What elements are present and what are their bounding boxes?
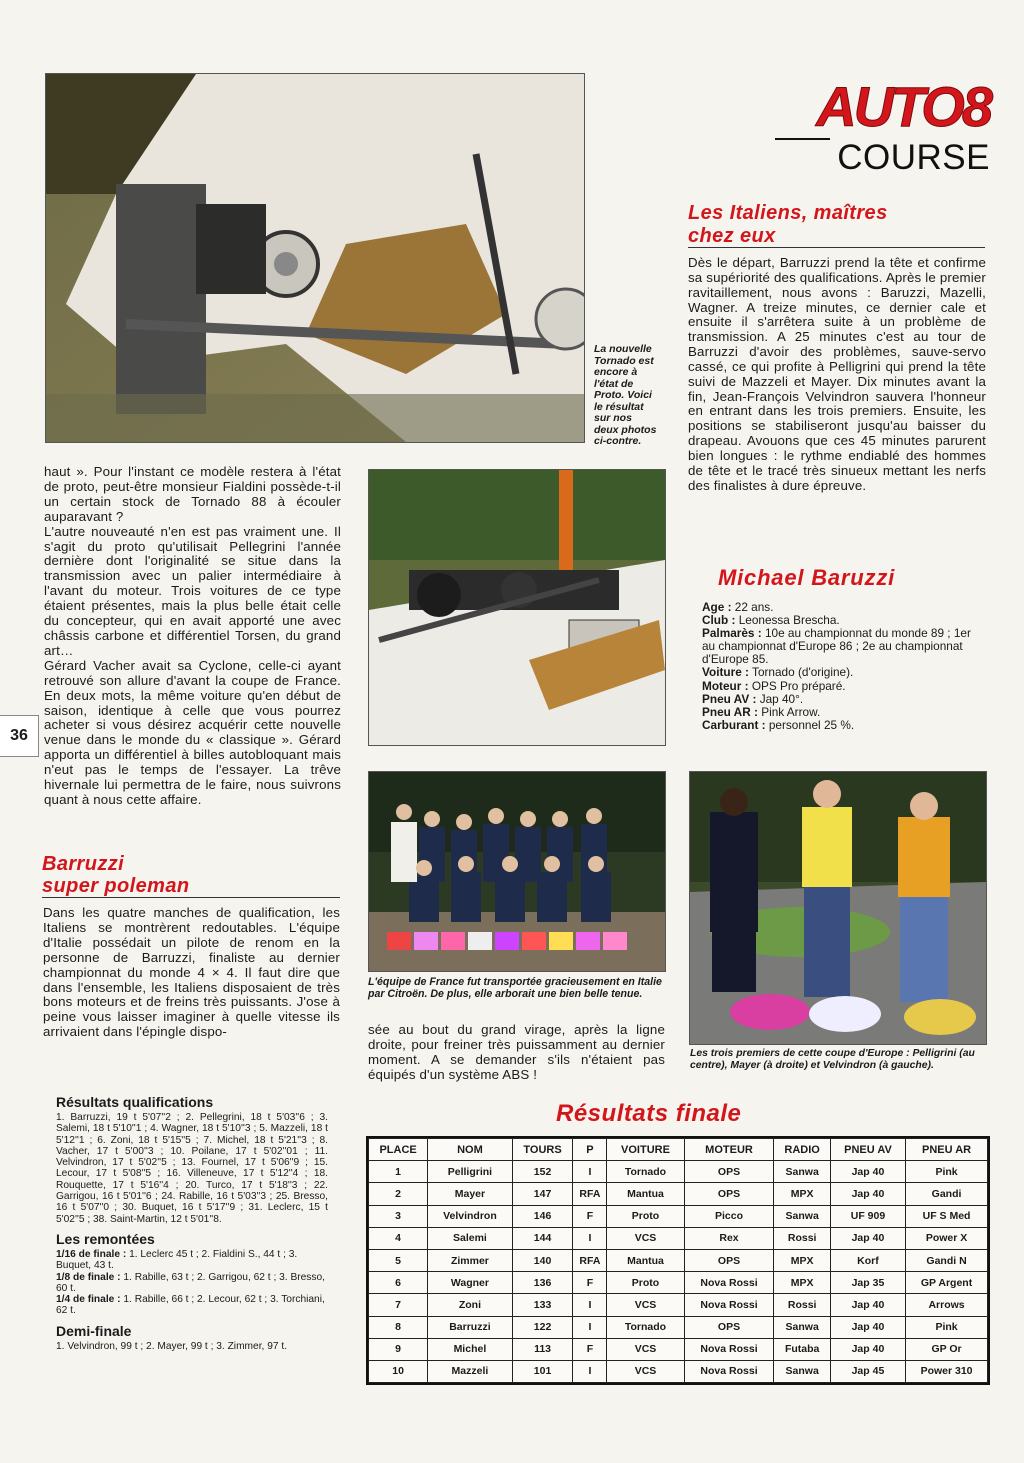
barruzzi-text: Dans les quatre manches de qualification, les Italiens se montrèrent redoutables. L'équipe d'Italie possédait un pilote de renom en la personne de Barruzzi, finaliste au dernier championnat du monde 4 × 4. Il faut dire que dans l'ensemble, les Italiens disposaient de très bons moteurs et de freins très puissants. J'ose à peine vous laisser imaginer à quelle vitesse ils arrivaient dans l'épingle dispo- (43, 905, 340, 1040)
finale-table-wrap (366, 1136, 990, 1385)
profile-row: Age : 22 ans. (702, 600, 774, 614)
table-cell: F (573, 1205, 607, 1227)
logo-brand: AUTO8 (816, 75, 990, 138)
photo-podium (689, 771, 987, 1045)
photo-team-caption: L'équipe de France fut transportée gracieusement en Italie par Citroën. De plus, elle arborait une bien belle tenue. (368, 976, 662, 1000)
table-cell: I (573, 1316, 607, 1338)
col-header: PLACE (369, 1139, 428, 1161)
photo-podium-caption: Les trois premiers de cette coupe d'Europe : Pelligrini (au centre), Mayer (à droite) et Velvindron (à gauche). (690, 1048, 975, 1071)
table-cell: 133 (512, 1294, 573, 1316)
table-cell: VCS (607, 1338, 684, 1360)
italiens-text: Dès le départ, Barruzzi prend la tête et confirme sa supériorité des qualifications. Après le premier ravitaillement, nous avons : Baruzzi, Mazelli, Wagner. A treize minutes, ce dernier cale et ensuite il s'arrêtera suite à un problème de transmission. A 25 minutes c'est au tour de Barruzzi d'avoir des problèmes, sauve-servo cassé, ce qui profite à Pelligrini qui prend la tête suivi de Mazzeli et Mayer. Dix minutes avant la fin, Jean-François Velvindron sauvera l'honneur en entrant dans les trois premiers. Ensuite, les positions se stabiliseront jusqu'au baisser du drapeau. Avouons que ces 45 minutes parurent bien longues : le rythme endiablé des hommes de tête et le tracé très sinueux mettant les nerfs des finalistes à dure épreuve. (688, 255, 986, 493)
table-cell: Sanwa (774, 1205, 830, 1227)
table-cell: Nova Rossi (684, 1360, 774, 1382)
table-row (369, 1338, 988, 1360)
profile-row: Pneu AV : Jap 40°. (702, 691, 804, 706)
table-cell: 9 (369, 1338, 428, 1360)
table-cell: Sanwa (774, 1360, 830, 1382)
col-header: VOITURE (607, 1139, 684, 1161)
table-cell: Jap 40 (830, 1161, 905, 1183)
photo-chassis-caption: La nouvelle Tornado est encore à l'état de Proto. Voici le résultat sur nos deux photos ci-contre. (594, 343, 657, 447)
table-cell: 1 (369, 1161, 428, 1183)
table-cell: I (573, 1294, 607, 1316)
finale-header-row (369, 1139, 988, 1161)
table-cell: Power X (906, 1227, 988, 1249)
logo-subtitle: COURSE (837, 138, 990, 177)
table-cell: Picco (684, 1205, 774, 1227)
table-cell: I (573, 1360, 607, 1382)
table-cell: RFA (573, 1183, 607, 1205)
table-cell: 122 (512, 1316, 573, 1338)
table-cell: 144 (512, 1227, 573, 1249)
table-cell: Rossi (774, 1294, 830, 1316)
table-cell: VCS (607, 1294, 684, 1316)
table-cell: OPS (684, 1249, 774, 1271)
table-cell: Nova Rossi (684, 1294, 774, 1316)
table-cell: Korf (830, 1249, 905, 1271)
left-column-text: haut ». Pour l'instant ce modèle restera à l'état de proto, peut-être monsieur Fialdini possède-t-il un certain stock de Tornado 88 à écouler auparavant ? L'autre nouveauté n'en est pas vraiment une. Il s'agit du proto qu'utilisait Pellegrini l'année dernière dont l'originalité se situe dans la transmission avec un palier intermédiaire à l'avant du moteur. Trois voitures de ce type étaient présentes, mais la plus belle était celle du concepteur, qui en avait apporté une avec châssis carbone et différentiel Torsen, du grand art… Gérard Vacher avait sa Cyclone, celle-ci ayant retrouvé son allure d'avant la coupe de France. En deux mots, la même voiture qu'en début de saison, identique à celle que vous pourrez acheter si vous désirez acquérir cette nouvelle venue dans le monde du « classique ». Gérard apporta un différentiel à billes autobloquant mais n'eut pas le temps de l'essayer. La trêve hivernale lui permettra de le faire, nous suivrons quant à nous cette affaire. (44, 464, 341, 807)
table-row (369, 1161, 988, 1183)
table-cell: Tornado (607, 1161, 684, 1183)
table-cell: Arrows (906, 1294, 988, 1316)
table-cell: Rossi (774, 1227, 830, 1249)
table-cell: 4 (369, 1227, 428, 1249)
table-cell: Michel (428, 1338, 513, 1360)
remontees-item: 1/4 de finale : 1. Rabille, 66 t ; 2. Lecour, 62 t ; 3. Torchiani, 62 t. (56, 1294, 325, 1317)
profile-row: Voiture : Tornado (d'origine). (702, 665, 854, 680)
table-cell: Nova Rossi (684, 1272, 774, 1294)
finale-heading: Résultats finale (556, 1100, 742, 1127)
demi-text: 1. Velvindron, 99 t ; 2. Mayer, 99 t ; 3. Zimmer, 97 t. (56, 1340, 288, 1352)
table-cell: Jap 45 (830, 1360, 905, 1382)
table-cell: Proto (607, 1272, 684, 1294)
qualif-text: 1. Barruzzi, 19 t 5'07''2 ; 2. Pellegrini, 18 t 5'03''6 ; 3. Salemi, 18 t 5'10''1 ; 4. Wagner, 18 t 5'10''3 ; 5. Mazzeli, 18 t 5'12''1 ; 6. Zoni, 18 t 5'15''5 ; 7. Michel, 18 t 5'21''3 ; 8. Vacher, 17 t 5'00''3 ; 10. Poilane, 17 t 5'02''01 ; 11. Velvindron, 17 t 5'02''5 ; 13. Fournel, 17 t 5'06''9 ; 15. Lecour, 17 t 5'08''5 ; 16. Villeneuve, 17 t 5'12''4 ; 18. Rouquette, 17 t 5'16''4 ; 20. Turco, 17 t 5'18''3 ; 22. Garrigou, 16 t 5'01''6 ; 24. Rabille, 16 t 5'03''3 ; 25. Bresso, 16 t 5'07''0 ; 30. Buquet, 16 t 5'17''9 ; 31. Leclerc, 15 t 5'02''5 ; 38. Saint-Martin, 12 t 5'01''8. (56, 1112, 328, 1225)
table-cell: 7 (369, 1294, 428, 1316)
table-cell: OPS (684, 1316, 774, 1338)
table-cell: Zimmer (428, 1249, 513, 1271)
table-cell: Pink (906, 1316, 988, 1338)
table-cell: Pelligrini (428, 1161, 513, 1183)
table-cell: Jap 35 (830, 1272, 905, 1294)
table-cell: VCS (607, 1227, 684, 1249)
qualif-heading: Résultats qualifications (56, 1094, 214, 1110)
table-cell: 136 (512, 1272, 573, 1294)
table-cell: Barruzzi (428, 1316, 513, 1338)
demi-heading: Demi-finale (56, 1322, 132, 1339)
table-row (369, 1272, 988, 1294)
table-cell: Mantua (607, 1183, 684, 1205)
col-header: PNEU AV (830, 1139, 905, 1161)
table-cell: 8 (369, 1316, 428, 1338)
table-row (369, 1249, 988, 1271)
table-cell: MPX (774, 1183, 830, 1205)
table-cell: Mazzeli (428, 1360, 513, 1382)
table-row (369, 1227, 988, 1249)
table-cell: Jap 40 (830, 1316, 905, 1338)
table-cell: Zoni (428, 1294, 513, 1316)
table-cell: 152 (512, 1161, 573, 1183)
barruzzi-heading: Barruzzi super poleman (42, 853, 340, 898)
finale-table (368, 1138, 988, 1383)
profile-row: Carburant : personnel 25 %. (702, 717, 855, 732)
photo-chassis-top (45, 73, 585, 443)
table-cell: Sanwa (774, 1161, 830, 1183)
table-cell: 3 (369, 1205, 428, 1227)
table-row (369, 1183, 988, 1205)
page-number: 36 (0, 715, 39, 757)
table-cell: VCS (607, 1360, 684, 1382)
table-cell: Jap 40 (830, 1183, 905, 1205)
profile-row: Pneu AR : Pink Arrow. (702, 704, 821, 719)
table-cell: UF S Med (906, 1205, 988, 1227)
italiens-heading: Les Italiens, maîtres chez eux (688, 202, 985, 248)
remontees-item: 1/8 de finale : 1. Rabille, 63 t ; 2. Garrigou, 62 t ; 3. Bresso, 60 t. (56, 1271, 325, 1294)
logo-divider (775, 138, 830, 140)
table-cell: Power 310 (906, 1360, 988, 1382)
table-row (369, 1205, 988, 1227)
table-cell: RFA (573, 1249, 607, 1271)
profile-details (702, 601, 987, 732)
table-cell: OPS (684, 1161, 774, 1183)
table-row (369, 1316, 988, 1338)
photo-team-france (368, 771, 666, 972)
table-cell: F (573, 1272, 607, 1294)
finale-body (369, 1161, 988, 1383)
col-header: P (573, 1139, 607, 1161)
table-cell: Jap 40 (830, 1338, 905, 1360)
barruzzi-text-continued: sée au bout du grand virage, après la ligne droite, pour freiner très puissamment au dernier moment. A se demander s'ils n'étaient pas équipés d'un système ABS ! (368, 1022, 665, 1082)
table-cell: GP Argent (906, 1272, 988, 1294)
table-cell: UF 909 (830, 1205, 905, 1227)
table-cell: Rex (684, 1227, 774, 1249)
table-cell: F (573, 1338, 607, 1360)
table-cell: 5 (369, 1249, 428, 1271)
table-cell: Mantua (607, 1249, 684, 1271)
remontees-item: 1/16 de finale : 1. Leclerc 45 t ; 2. Fialdini S., 44 t ; 3. Buquet, 43 t. (56, 1248, 298, 1272)
magazine-logo (775, 75, 990, 178)
qualif-results (56, 1094, 328, 1352)
remontees-heading: Les remontées (56, 1230, 155, 1247)
table-row (369, 1360, 988, 1382)
table-cell: Velvindron (428, 1205, 513, 1227)
table-cell: I (573, 1227, 607, 1249)
table-cell: Gandi N (906, 1249, 988, 1271)
profile-row: Moteur : OPS Pro préparé. (702, 678, 846, 693)
col-header: PNEU AR (906, 1139, 988, 1161)
table-cell: 146 (512, 1205, 573, 1227)
photo-suspension (368, 469, 666, 746)
col-header: NOM (428, 1139, 513, 1161)
table-cell: Wagner (428, 1272, 513, 1294)
table-cell: Jap 40 (830, 1294, 905, 1316)
col-header: MOTEUR (684, 1139, 774, 1161)
table-cell: Gandi (906, 1183, 988, 1205)
table-cell: 147 (512, 1183, 573, 1205)
col-header: RADIO (774, 1139, 830, 1161)
table-cell: 10 (369, 1360, 428, 1382)
table-cell: GP Or (906, 1338, 988, 1360)
table-cell: Tornado (607, 1316, 684, 1338)
table-cell: Pink (906, 1161, 988, 1183)
profile-row: Palmarès : 10e au championnat du monde 89 ; 1er au championnat d'Europe 86 ; 2e au championnat d'Europe 85. (702, 626, 971, 667)
table-cell: Nova Rossi (684, 1338, 774, 1360)
table-cell: 6 (369, 1272, 428, 1294)
table-cell: Mayer (428, 1183, 513, 1205)
table-cell: Sanwa (774, 1316, 830, 1338)
profile-heading: Michael Baruzzi (718, 565, 896, 590)
table-cell: I (573, 1161, 607, 1183)
table-cell: OPS (684, 1183, 774, 1205)
profile-row: Club : Leonessa Brescha. (702, 613, 840, 628)
table-cell: 140 (512, 1249, 573, 1271)
table-cell: 113 (512, 1338, 573, 1360)
table-cell: Futaba (774, 1338, 830, 1360)
table-cell: MPX (774, 1272, 830, 1294)
table-cell: Proto (607, 1205, 684, 1227)
table-cell: Salemi (428, 1227, 513, 1249)
table-cell: 2 (369, 1183, 428, 1205)
table-cell: MPX (774, 1249, 830, 1271)
table-row (369, 1294, 988, 1316)
table-cell: 101 (512, 1360, 573, 1382)
col-header: TOURS (512, 1139, 573, 1161)
table-cell: Jap 40 (830, 1227, 905, 1249)
